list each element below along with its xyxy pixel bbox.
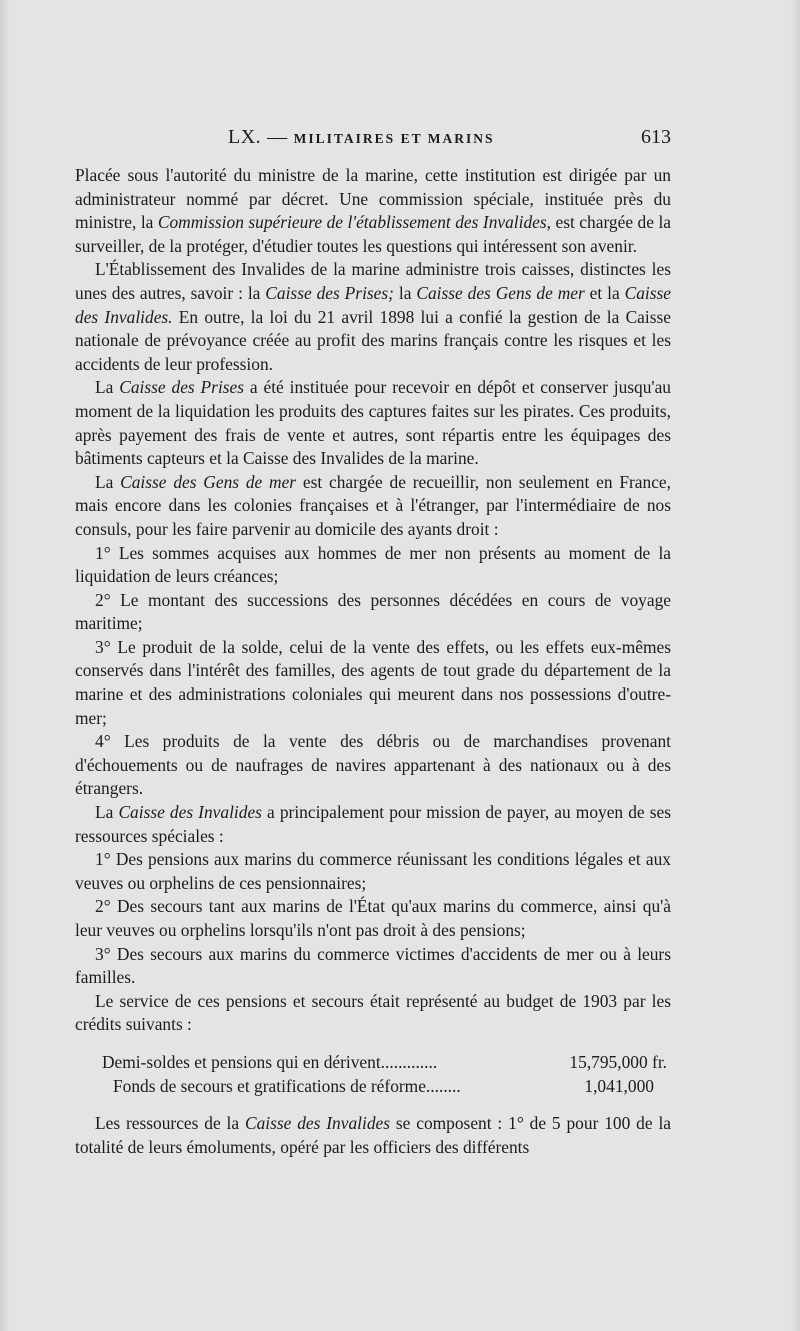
- list-item-gens-1: 1° Les sommes acquises aux hommes de mer non présents au moment de la liquidation de leurs créances;: [75, 542, 671, 587]
- budget-table: [75, 1051, 671, 1098]
- budget-row-label: Fonds de secours et gratifications de réforme........: [113, 1075, 461, 1096]
- budget-row-amount: 15,795,000 fr.: [569, 1051, 667, 1072]
- paragraph-2-emphasis-2: Caisse des Gens de mer: [416, 282, 585, 303]
- paragraph-4-text-a: La: [95, 471, 121, 492]
- paragraph-4: [75, 471, 671, 542]
- header-dash: —: [267, 126, 288, 148]
- budget-row-amount: 1,041,000: [584, 1075, 667, 1096]
- paragraph-1-end: , est chargée de la surveiller, de la protéger, d'étudier toutes les questions qui intéressent son avenir.: [75, 212, 672, 256]
- section-title: MILITAIRES ET MARINS: [293, 131, 495, 146]
- budget-row-secours: [75, 1075, 671, 1099]
- paragraph-budget-intro: Le service de ces pensions et secours était représenté au budget de 1903 par les crédits suivants :: [75, 990, 671, 1035]
- list-item-gens-3: 3° Le produit de la solde, celui de la vente des effets, ou les effets eux-mêmes conservés dans l'intérêt des familles, des agents de tout grade du département de la marine et des administrations coloniales qui meurent dans nos possessions d'outre-mer;: [75, 636, 671, 728]
- list-item-invalides-3: 3° Des secours aux marins du commerce victimes d'accidents de mer ou à leurs familles.: [75, 943, 671, 988]
- paragraph-ressources-emphasis: Caisse des Invalides: [244, 1113, 391, 1134]
- page-number: 613: [641, 126, 671, 148]
- paragraph-ressources-text-b: se composent : 1° de 5 pour 100 de la totalité de leurs émoluments, opéré par les officiers des différents: [75, 1113, 671, 1157]
- budget-row-pensions: [75, 1051, 671, 1075]
- list-item-gens-2: 2° Le montant des successions des personnes décédées en cours de voyage maritime;: [75, 589, 671, 634]
- paragraph-2-text-c: et la: [584, 282, 625, 303]
- paragraph-2-emphasis-1: Caisse des Prises;: [265, 282, 394, 303]
- budget-row-label: Demi-soldes et pensions qui en dérivent.............: [102, 1051, 438, 1072]
- paragraph-1-text: Placée sous l'autorité du ministre de la marine, cette institution est dirigée par un administrateur nommé par décret. Une commission spéciale, instituée près du ministre, la: [75, 165, 671, 233]
- list-item-invalides-1: 1° Des pensions aux marins du commerce réunissant les conditions légales et aux veuves ou orphelins de ces pensionnaires;: [75, 849, 671, 893]
- paragraph-4-emphasis: Caisse des Gens de mer: [120, 471, 297, 492]
- paragraph-3-text-a: La: [95, 377, 120, 398]
- paragraph-ressources: [75, 1112, 671, 1159]
- paragraph-ressources-text-a: Les ressources de la: [95, 1113, 245, 1134]
- paragraph-invalides-emphasis: Caisse des Invalides: [118, 802, 262, 823]
- list-item-gens-4: 4° Les produits de la vente des débris ou de marchandises provenant d'échouements ou de naufrages de navires appartenant à des nationaux ou à des étrangers.: [75, 731, 671, 799]
- paragraph-2-emphasis-3: Caisse des Invalides.: [75, 282, 671, 327]
- paragraph-3-text-b: a été instituée pour recevoir en dépôt et conserver jusqu'au moment de la liquidation les produits des captures faites sur les pirates. Ces produits, après payement des frais de vente et autres, sont répartis entre les équipages des bâtiments capteurs et la Caisse des Invalides de la marine.: [75, 377, 671, 469]
- paragraph-3: [75, 376, 671, 470]
- page-edge-right: [790, 0, 800, 1331]
- page-edge-left: [0, 0, 10, 1331]
- paragraph-invalides-text-a: La: [95, 802, 119, 823]
- paragraph-1-emphasis: Commission supérieure de l'établissement des Invalides: [157, 212, 547, 233]
- paragraph-2-text-a: L'Établissement des Invalides de la marine administre trois caisses, distinctes les unes des autres, savoir : la: [75, 259, 671, 303]
- list-item-invalides-2: 2° Des secours tant aux marins de l'État qu'aux marins du commerce, ainsi qu'à leur veuves ou orphelins lorsqu'ils n'ont pas droit à des pensions;: [75, 896, 671, 940]
- paragraph-invalides-text-b: a principalement pour mission de payer, au moyen de ses ressources spéciales :: [75, 802, 671, 846]
- paragraph-4-text-b: est chargée de recueillir, non seulement en France, mais encore dans les colonies françaises et à l'étranger, par l'intermédiaire de nos consuls, pour les faire parvenir au domicile des ayants droit :: [75, 471, 671, 539]
- paragraph-2: [75, 258, 671, 376]
- paragraph-3-emphasis: Caisse des Prises: [119, 377, 245, 398]
- running-head: [75, 126, 671, 152]
- page-text-block: [75, 126, 671, 1159]
- chapter-number: LX.: [228, 126, 262, 148]
- paragraph-2-text-b: la: [393, 282, 417, 303]
- paragraph-1: [75, 164, 671, 258]
- paragraph-invalides: [75, 801, 671, 848]
- running-head-title: [228, 126, 494, 149]
- paragraph-2-text-d: En outre, la loi du 21 avril 1898 lui a confié la gestion de la Caisse nationale de prévoyance créée au profit des marins français contre les risques et les accidents de leur profession.: [75, 306, 671, 374]
